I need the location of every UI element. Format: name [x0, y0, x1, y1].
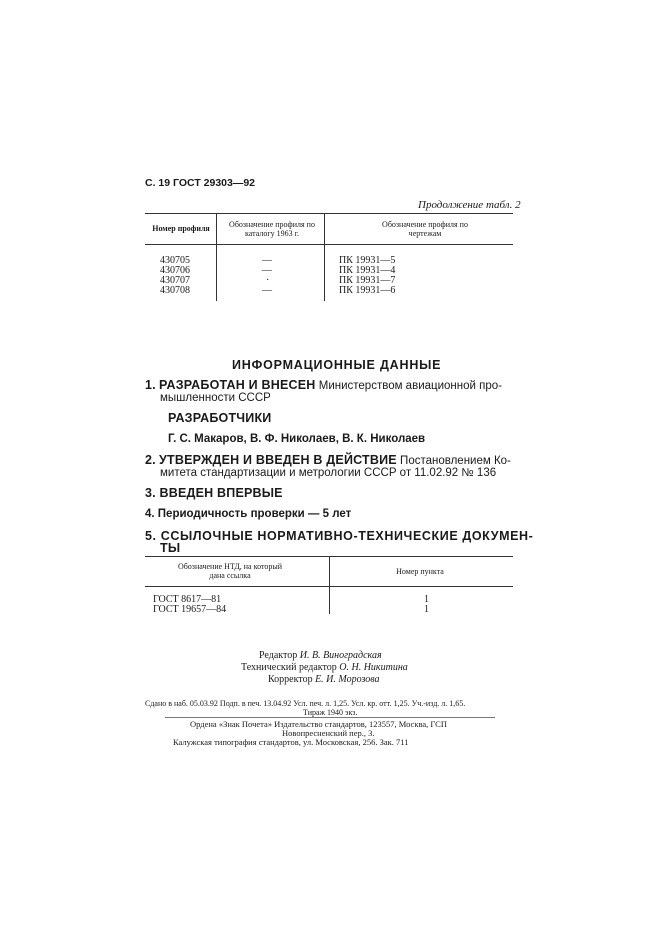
table-top-rule	[145, 213, 513, 214]
editor-name: И. В. Виноградская	[299, 650, 382, 661]
item-2-text: Постановлением Ко-	[400, 455, 511, 467]
info-item-3: 3. ВВЕДЕН ВПЕРВЫЕ	[145, 486, 283, 500]
table-continuation: Продолжение табл. 2	[418, 199, 521, 211]
item-number: 1.	[145, 378, 156, 392]
table-col-divider	[324, 213, 325, 301]
imprint-line-4: Новопресненский пер., 3.	[282, 728, 375, 738]
ref-cell-item: 1	[424, 604, 429, 615]
imprint-line-1: Сдано в наб. 05.03.92 Подп. в печ. 13.04.92 Усл. печ. л. 1,25. Усл. кр. отт. 1,25. Уч.-изд. л. 1,65.	[145, 699, 466, 708]
info-item-1-cont: мышленности СССР	[160, 392, 271, 404]
info-item-5-cont: ТЫ	[160, 541, 181, 555]
tech-editor-label: Технический редактор	[241, 662, 337, 673]
info-item-4: 4. Периодичность проверки — 5 лет	[145, 508, 352, 520]
cell-number: 430705	[160, 255, 190, 266]
tech-editor-name: О. Н. Никитина	[339, 662, 408, 673]
ref-col-header-doc: Обозначение НТД, на который дана ссылка	[177, 562, 283, 580]
imprint-line-3: Ордена «Знак Почета» Издательство стандартов, 123557, Москва, ГСП	[190, 719, 447, 729]
cell-number: 430707	[160, 275, 190, 286]
info-item-5: 5. ССЫЛОЧНЫЕ НОРМАТИВНО-ТЕХНИЧЕСКИЕ ДОКУМЕН-	[145, 529, 534, 543]
corrector-label: Корректор	[268, 674, 313, 685]
credit-corrector	[268, 674, 380, 685]
item-1-text: Министерством авиационной про-	[318, 380, 502, 392]
item-number: 2.	[145, 453, 156, 467]
developers-names: Г. С. Макаров, В. Ф. Николаев, В. К. Николаев	[168, 433, 426, 445]
imprint-line-2: Тираж 1940 экз.	[303, 708, 358, 717]
cell-drawing: ПК 19931—7	[339, 275, 396, 286]
col-header-drawing: Обозначение профиля по чертежам	[382, 220, 468, 238]
item-2-heading: УТВЕРЖДЕН И ВВЕДЕН В ДЕЙСТВИЕ	[159, 453, 397, 467]
ref-col-header-item: Номер пункта	[396, 567, 444, 576]
cell-catalog: —	[262, 285, 272, 296]
table-header-rule	[145, 244, 513, 245]
cell-number: 430706	[160, 265, 190, 276]
imprint-line-5: Калужская типография стандартов, ул. Московская, 256. Зак. 711	[173, 737, 409, 747]
developers-title: РАЗРАБОТЧИКИ	[168, 411, 272, 425]
corrector-name: Е. И. Морозова	[315, 674, 380, 685]
ref-table-col-divider	[329, 556, 330, 614]
cell-number: 430708	[160, 285, 190, 296]
imprint-divider	[165, 717, 495, 718]
ref-cell-item: 1	[424, 594, 429, 605]
cell-catalog: ·	[266, 275, 270, 286]
cell-catalog: —	[262, 265, 272, 276]
item-1-heading: РАЗРАБОТАН И ВНЕСЕН	[159, 378, 316, 392]
credit-tech-editor	[241, 662, 408, 673]
cell-drawing: ПК 19931—4	[339, 265, 396, 276]
ref-cell-doc: ГОСТ 19657—84	[153, 604, 227, 615]
ref-cell-doc: ГОСТ 8617—81	[153, 594, 222, 605]
info-item-2	[145, 453, 511, 467]
info-item-2-cont: митета стандартизации и метрологии СССР от 11.02.92 № 136	[160, 467, 497, 479]
credit-editor	[259, 650, 382, 661]
col-header-number: Номер профиля	[152, 224, 210, 233]
cell-drawing: ПК 19931—6	[339, 285, 396, 296]
cell-catalog: —	[262, 255, 272, 266]
page-code: С. 19 ГОСТ 29303—92	[145, 177, 256, 189]
table-col-divider	[216, 213, 217, 301]
info-title: ИНФОРМАЦИОННЫЕ ДАННЫЕ	[232, 358, 442, 372]
col-header-catalog: Обозначение профиля по каталогу 1963 г.	[229, 220, 315, 238]
cell-drawing: ПК 19931—5	[339, 255, 396, 266]
info-item-1	[145, 378, 502, 392]
editor-label: Редактор	[259, 650, 298, 661]
